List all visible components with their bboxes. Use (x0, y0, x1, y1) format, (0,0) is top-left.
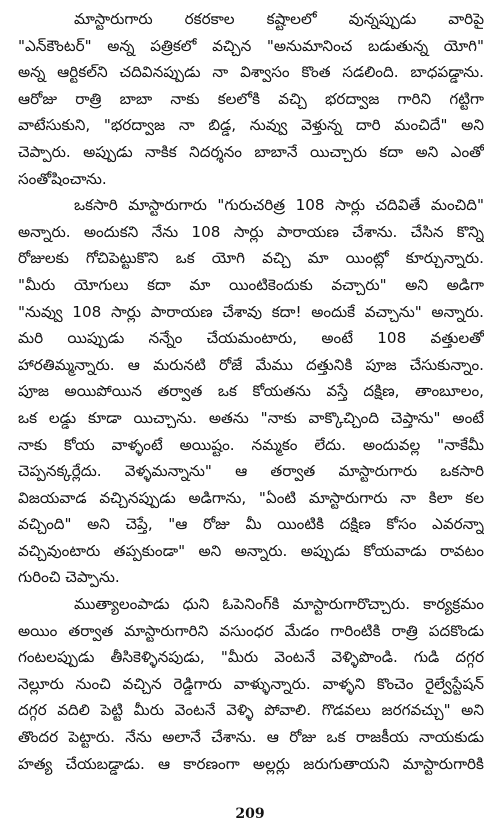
text-line: అన్న ఆర్టికల్‌ని చదివినప్పుడు నా విశ్వాసం కొంత సడలింది. బాధపడ్డాను. (18, 63, 484, 82)
text-line: అయిం తర్వాత మాస్టారుగారిని వసుంధర మేడం గారింటికి రాత్రి పదకొండు (18, 621, 484, 640)
text-line: వచ్చింది" అని చెప్తే, "ఆ రోజు మీ యింటికి దక్షిణ కోసం ఎవరన్నా (18, 515, 484, 534)
text-line: పూజ అయిపోయిన తర్వాత ఒక కోయతను వస్తే దక్షిణ, తాంబూలం, (18, 382, 484, 401)
text-line: చెప్పారు. అప్పుడు నాకిక నిదర్శనం బాబానే యిచ్చారు కదా అని ఎంతో (18, 142, 484, 161)
text-line: దగ్గర వదిలి పెట్టి మీరు వెంటనే వెళ్ళి పోవాలి. గొడవలు జరగవచ్చు" అని (18, 701, 484, 720)
text-line: మరి యిప్పుడు నన్నేం చేయమంటారు, అంటే 108 వత్తులతో (18, 329, 484, 348)
text-line: రోజులకు గోచిపెట్టుకొని ఒక యోగి వచ్చి మా యింట్లో కూర్చున్నారు. (18, 249, 484, 268)
text-line: గంటలప్పుడు తీసికెళ్ళినపుడు, "మీరు వెంటనే వెళ్ళిపొండి. గుడి దగ్గర (18, 648, 484, 667)
text-line: "ఎన్‌కౌంటర్" అన్న పత్రికలో వచ్చిన "అనుమానించ బడుతున్న యోగి" (18, 36, 484, 55)
paragraph-2 (18, 192, 484, 591)
text-line: ముత్యాలంపాడు ధుని ఓపెనింగ్‌కి మాస్టారుగారొచ్చారు. కార్యక్రమం (74, 595, 484, 614)
page-number: 209 (235, 806, 265, 822)
text-line: "మీరు యోగులు కదా మా యింటికెందుకు వచ్చారు" అని అడిగా (18, 275, 484, 294)
text-line: చెప్పనక్కర్లేదు. వెళ్ళమన్నాను" ఆ తర్వాత మాస్టారుగారు ఒకసారి (18, 462, 484, 481)
paragraph-1 (18, 6, 484, 192)
text-line: హారతిమ్మన్నారు. ఆ మరునటి రోజే మేము దత్తునికి పూజ చేసుకున్నాం. (18, 355, 484, 374)
text-line: నెల్లూరు నుంచి వచ్చిన రెడ్డిగారు వాళ్ళున్నారు. వాళ్ళని కొంచెం రైల్వేస్టేషన్ (18, 674, 484, 693)
text-line: హత్య చేయబడ్డాడు. ఆ కారణంగా అల్లర్లు జరుగుతాయని మాస్టారుగారికి (18, 754, 484, 773)
text-line: మాస్టారుగారు రకరకాల కష్టాలలో వున్నప్పుడు వారిపై (74, 10, 484, 28)
text-line: సంతోషించాను. (18, 169, 107, 188)
text-line: అన్నారు. అందుకని నేను 108 సార్లు పారాయణ చేశాను. చేసిన కొన్ని (18, 222, 484, 241)
text-line: విజయవాడ వచ్చినప్పుడు అడిగాను, "ఏంటి మాస్టారుగారు నా కిలా కల (18, 488, 484, 507)
text-line: ఒకసారి మాస్టారుగారు "గురుచరిత్ర 108 సార్లు చదివితే మంచిది" (74, 196, 484, 215)
text-line: "నువ్వు 108 సార్లు పారాయణ చేశావు కదా! అందుకే వచ్చాను" అన్నారు. (18, 302, 484, 321)
text-line: గురించి చెప్పాను. (18, 568, 120, 587)
text-line: తొందర పెట్టారు. నేను అలానే చేశాను. ఆ రోజు ఒక రాజకీయ నాయకుడు (18, 728, 484, 747)
text-line: వచ్చివుంటారు తప్పకుండా" అని అన్నారు. అప్పుడు కోయవాడు రావటం (18, 541, 484, 560)
text-line: ఆరోజు రాత్రి బాబా నాకు కలలోకి వచ్చి భరద్వాజ గారిని గట్టిగా (18, 89, 484, 108)
text-line: వాటేసుకుని, "భరద్వాజ నా బిడ్డ, నువ్వు వెళ్తున్న దారి మంచిదే" అని (18, 116, 484, 135)
text-line: ఒక లడ్డు కూడా యిచ్చాను. అతను "నాకు వాక్కొచ్చింది చెప్తాను" అంటే (18, 408, 484, 427)
text-line: నాకు కోయ వాళ్ళంటే అయిష్టం. నమ్మకం లేదు. అందువల్ల "నాకేమీ (18, 435, 484, 454)
paragraph-3 (18, 591, 484, 777)
